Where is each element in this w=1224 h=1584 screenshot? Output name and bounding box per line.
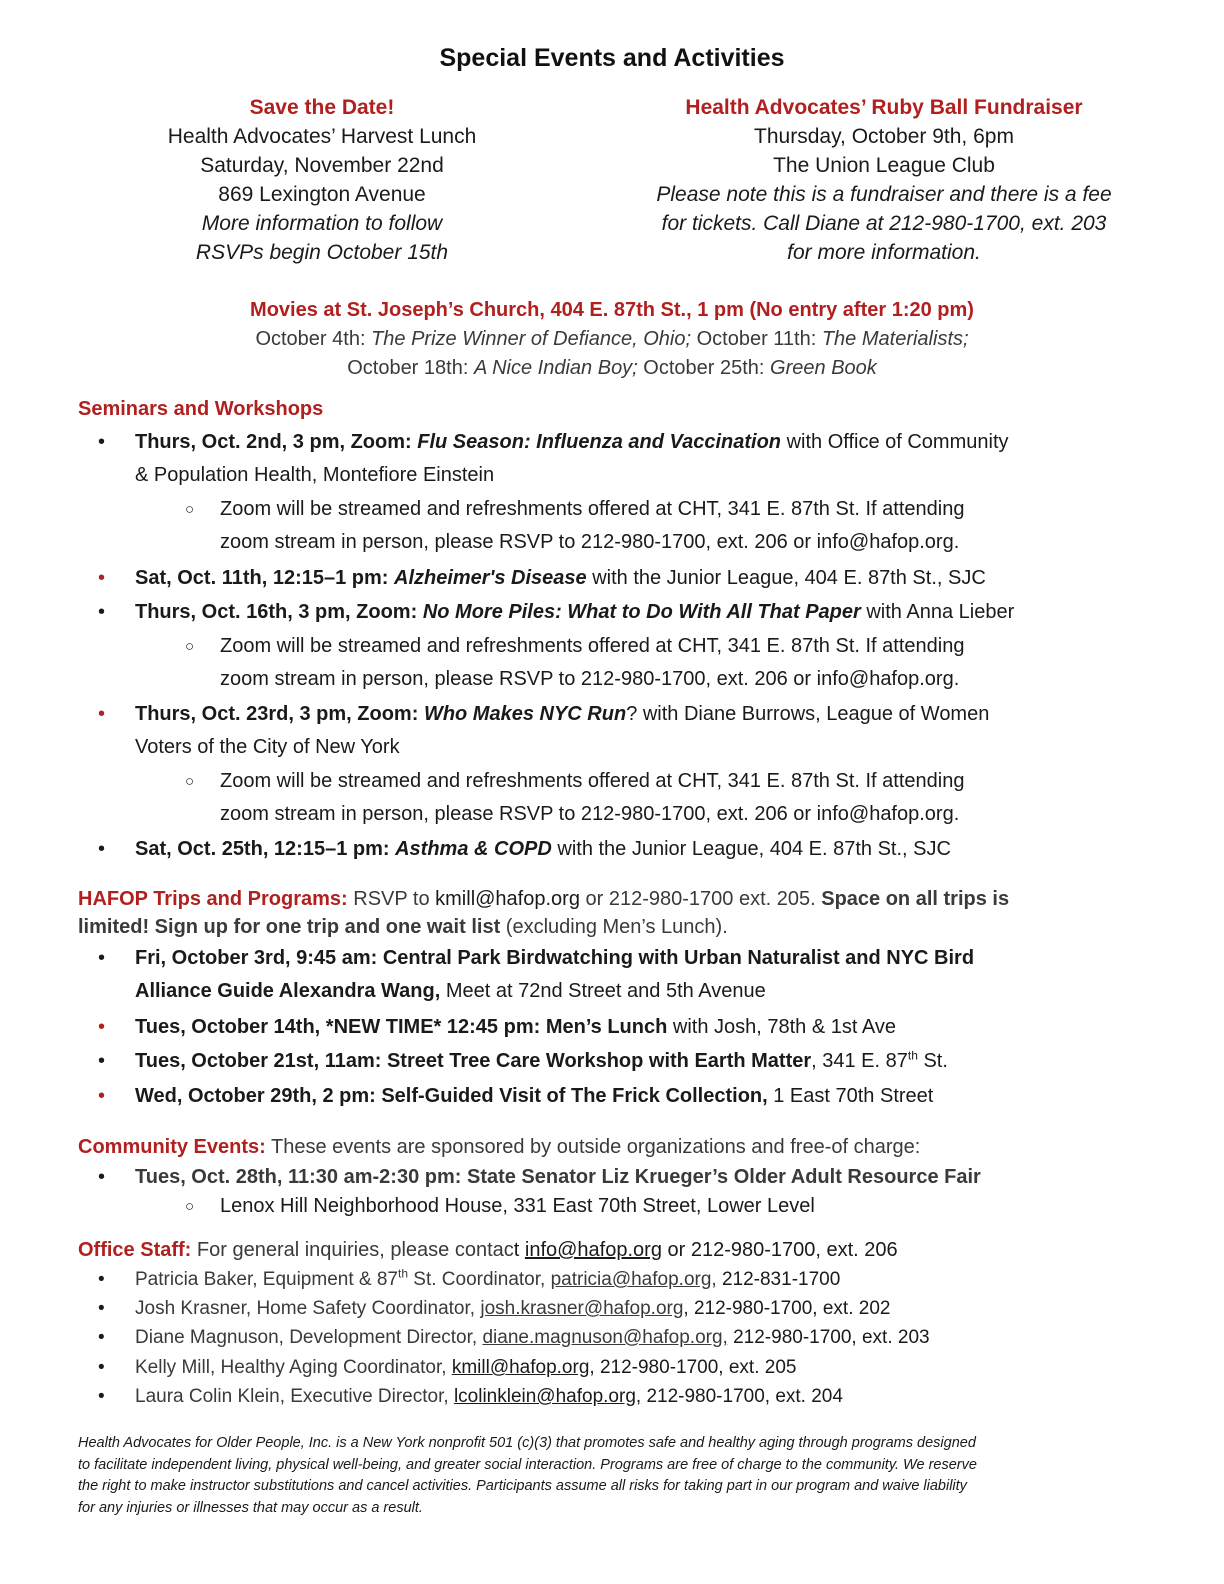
staff-phone: 212-980-1700, ext. 204 xyxy=(641,1386,843,1407)
movie-date: October 11th: xyxy=(691,328,822,350)
seminar-title: Alzheimer's Disease xyxy=(394,567,587,589)
harvest-lunch-date: Saturday, November 22nd xyxy=(200,154,444,177)
seminar-zoom-note-3 xyxy=(220,765,1120,831)
seminar-zoom-note-2 xyxy=(220,630,1120,696)
seminar-item-no-more-piles xyxy=(135,596,1145,629)
staff-phone: 212-980-1700, ext. 203 xyxy=(727,1327,930,1348)
seminar-when: Thurs, Oct. 2nd, 3 pm, Zoom: xyxy=(135,431,418,453)
save-the-date-heading: Save the Date! xyxy=(249,96,395,119)
trips-rsvp-email[interactable]: kmill@hafop.org xyxy=(435,888,580,910)
staff-phone: , 212-980-1700, ext. 202 xyxy=(683,1298,891,1319)
staff-intro-text-end: t xyxy=(513,1239,525,1261)
movie-date: October 4th: xyxy=(255,328,372,350)
trip-detail: , 341 E. 87 xyxy=(811,1050,908,1072)
seminar-when: Sat, Oct. 11th, 12:15–1 pm: xyxy=(135,567,394,589)
harvest-lunch-rsvp-note: RSVPs begin October 15th xyxy=(195,241,449,264)
trips-intro-phone: or 212-980-1700 ext. 205. xyxy=(579,888,822,910)
movies-heading: Movies at St. Joseph’s Church, 404 E. 87th St., 1 pm (No entry after 1:20 pm) xyxy=(250,299,974,321)
zoom-note-line: zoom stream in person, please RSVP to 212-980-1700, ext. 206 or info@hafop.org. xyxy=(220,668,960,690)
trip-title-cont: Alliance Guide Alexandra Wang, xyxy=(135,980,441,1002)
trips-heading: HAFOP Trips and Programs: xyxy=(78,888,348,910)
staff-item-laura-colin-klein xyxy=(135,1382,1135,1411)
seminar-item-flu-season xyxy=(135,426,1145,492)
trip-item-birdwatching xyxy=(135,942,1145,1008)
seminar-item-alzheimers xyxy=(135,562,1145,595)
trip-title: Tues, October 21st, 11am: Street Tree Care Workshop with Earth Matter xyxy=(135,1050,812,1072)
seminar-item-who-makes-nyc-run xyxy=(135,698,1145,764)
ruby-ball-block xyxy=(624,93,1144,267)
seminar-title: Asthma & COPD xyxy=(395,838,552,860)
footer-disclaimer xyxy=(78,1433,1148,1519)
trips-limited-note-cont: limited! Sign up for one trip and one wait list xyxy=(78,916,501,938)
staff-item-kelly-mill xyxy=(135,1353,1135,1382)
movies-line-2 xyxy=(100,354,1124,383)
trip-detail-end: St. xyxy=(917,1050,948,1072)
trip-item-mens-lunch xyxy=(135,1011,1145,1044)
general-inquiry-email[interactable]: info@hafop.org xyxy=(524,1239,662,1261)
trips-exclusion-note: (excluding Men’s Lunch). xyxy=(500,916,728,938)
movie-date: October 18th: xyxy=(347,357,474,379)
page-title: Special Events and Activities xyxy=(439,44,785,72)
movies-block xyxy=(100,296,1124,383)
staff-role-cont: St. Coordinator, xyxy=(408,1269,551,1290)
movie-title: A Nice Indian Boy; xyxy=(473,357,638,379)
staff-phone: 212-831-1700 xyxy=(716,1269,841,1290)
movie-title: Green Book xyxy=(770,357,877,379)
ruby-ball-venue: The Union League Club xyxy=(773,154,995,177)
harvest-lunch-name: Health Advocates’ Harvest Lunch xyxy=(167,125,477,148)
footer-line: to facilitate independent living, physical well-being, and greater social interaction. Programs are free of charge to the community. We reserve xyxy=(78,1456,977,1473)
zoom-note-line: Zoom will be streamed and refreshments offered at CHT, 341 E. 87th St. If attending xyxy=(220,770,965,792)
staff-email[interactable]: diane.magnuson@hafop.org, xyxy=(482,1327,728,1348)
seminar-when: Thurs, Oct. 23rd, 3 pm, Zoom: xyxy=(135,703,424,725)
seminar-detail: with the Junior League, 404 E. 87th St., SJC xyxy=(551,838,951,860)
staff-intro xyxy=(78,1236,1138,1264)
staff-phone: , 212-980-1700, ext. 205 xyxy=(589,1357,797,1378)
trip-item-frick xyxy=(135,1080,1145,1113)
trips-limited-note: Space on all trips is xyxy=(821,888,1010,910)
staff-role: Kelly Mill, Healthy Aging Coordinator, xyxy=(135,1357,452,1378)
movie-date: October 25th: xyxy=(637,357,771,379)
staff-role: Diane Magnuson, Development Director, xyxy=(135,1327,483,1348)
seminar-detail-cont: & Population Health, Montefiore Einstein xyxy=(135,464,495,486)
zoom-note-line: Zoom will be streamed and refreshments offered at CHT, 341 E. 87th St. If attending xyxy=(220,635,965,657)
staff-item-diane-magnuson xyxy=(135,1323,1135,1352)
community-intro xyxy=(78,1133,1138,1161)
seminar-title: Who Makes NYC Run xyxy=(423,703,627,725)
seminar-zoom-note-1 xyxy=(220,493,1120,559)
footer-line: Health Advocates for Older People, Inc. is a New York nonprofit 501 (c)(3) that promotes safe and healthy aging through programs designed xyxy=(78,1435,976,1451)
seminar-detail-cont: Voters of the City of New York xyxy=(135,736,400,758)
staff-email[interactable]: lcolinklein@hafop.org, xyxy=(453,1386,642,1407)
movies-line-1 xyxy=(100,325,1124,354)
community-event-title: Tues, Oct. 28th, 11:30 am-2:30 pm: State Senator Liz Krueger’s Older Adult Resource Fair xyxy=(135,1166,981,1188)
ruby-ball-note-2: for tickets. Call Diane at 212-980-1700, ext. 203 xyxy=(661,212,1107,235)
staff-role: Patricia Baker, Equipment & 87 xyxy=(135,1269,398,1290)
staff-role: Laura Colin Klein, Executive Director, xyxy=(135,1386,454,1407)
movie-title: The Materialists; xyxy=(821,328,969,350)
ruby-ball-note-3: for more information. xyxy=(787,241,981,264)
staff-heading: Office Staff: xyxy=(78,1239,192,1261)
staff-item-josh-krasner xyxy=(135,1294,1135,1323)
staff-email[interactable]: josh.krasner@hafop.org xyxy=(480,1298,684,1319)
seminar-detail: ? with Diane Burrows, League of Women xyxy=(626,703,990,725)
ordinal-suffix: th xyxy=(907,1048,918,1063)
zoom-note-line: zoom stream in person, please RSVP to 212-980-1700, ext. 206 or info@hafop.org. xyxy=(220,803,960,825)
trip-detail: Meet at 72nd Street and 5th Avenue xyxy=(440,980,766,1002)
zoom-note-line: Zoom will be streamed and refreshments offered at CHT, 341 E. 87th St. If attending xyxy=(220,498,965,520)
staff-item-patricia-baker xyxy=(135,1265,1135,1294)
trip-title: Fri, October 3rd, 9:45 am: Central Park Birdwatching with Urban Naturalist and NYC Bird xyxy=(135,947,975,969)
seminar-detail: with Anna Lieber xyxy=(860,601,1015,623)
trip-title: Wed, October 29th, 2 pm: Self-Guided Visit of The Frick Collection, xyxy=(135,1085,768,1107)
trips-intro-text: RSVP to xyxy=(347,888,436,910)
ordinal-suffix: th xyxy=(397,1266,408,1281)
staff-email[interactable]: patricia@hafop.org, xyxy=(550,1269,717,1290)
trip-item-street-tree xyxy=(135,1045,1145,1078)
staff-role: Josh Krasner, Home Safety Coordinator, xyxy=(135,1298,481,1319)
seminar-title: Flu Season: Influenza and Vaccination xyxy=(417,431,782,453)
trip-title: Tues, October 14th, *NEW TIME* 12:45 pm: Men’s Lunch xyxy=(135,1016,668,1038)
staff-intro-text: For general inquiries, please contac xyxy=(191,1239,514,1261)
trips-intro xyxy=(78,885,1138,941)
seminars-heading: Seminars and Workshops xyxy=(78,398,324,420)
movie-title: The Prize Winner of Defiance, Ohio; xyxy=(371,328,692,350)
seminar-title: No More Piles: What to Do With All That Paper xyxy=(422,601,861,623)
staff-email[interactable]: kmill@hafop.org xyxy=(451,1357,590,1378)
community-heading: Community Events: xyxy=(78,1136,266,1158)
save-the-date-block xyxy=(112,93,532,267)
harvest-lunch-info-note: More information to follow xyxy=(201,212,443,235)
footer-line: the right to make instructor substitutions and cancel activities. Participants assume all risks for taking part in our program and waive liability xyxy=(78,1478,967,1494)
ruby-ball-note-1: Please note this is a fundraiser and there is a fee xyxy=(656,183,1112,206)
trip-detail: with Josh, 78th & 1st Ave xyxy=(667,1016,896,1038)
general-inquiry-phone: or 212-980-1700, ext. 206 xyxy=(661,1239,898,1261)
zoom-note-line: zoom stream in person, please RSVP to 212-980-1700, ext. 206 or info@hafop.org. xyxy=(220,531,960,553)
community-event-location xyxy=(220,1190,1120,1223)
harvest-lunch-address: 869 Lexington Avenue xyxy=(218,183,426,206)
seminar-when: Sat, Oct. 25th, 12:15–1 pm: xyxy=(135,838,396,860)
community-intro-text: These events are sponsored by outside organizations and free-of charge: xyxy=(265,1136,921,1158)
ruby-ball-date: Thursday, October 9th, 6pm xyxy=(754,125,1014,148)
seminar-detail: with the Junior League, 404 E. 87th St., SJC xyxy=(586,567,986,589)
seminar-item-asthma-copd xyxy=(135,833,1145,866)
seminar-when: Thurs, Oct. 16th, 3 pm, Zoom: xyxy=(135,601,423,623)
community-event-address: Lenox Hill Neighborhood House, 331 East 70th Street, Lower Level xyxy=(220,1195,815,1217)
trip-detail: 1 East 70th Street xyxy=(767,1085,934,1107)
footer-line: for any injuries or illnesses that may occur as a result. xyxy=(78,1499,423,1516)
ruby-ball-heading: Health Advocates’ Ruby Ball Fundraiser xyxy=(685,96,1083,119)
seminar-detail: with Office of Community xyxy=(781,431,1009,453)
